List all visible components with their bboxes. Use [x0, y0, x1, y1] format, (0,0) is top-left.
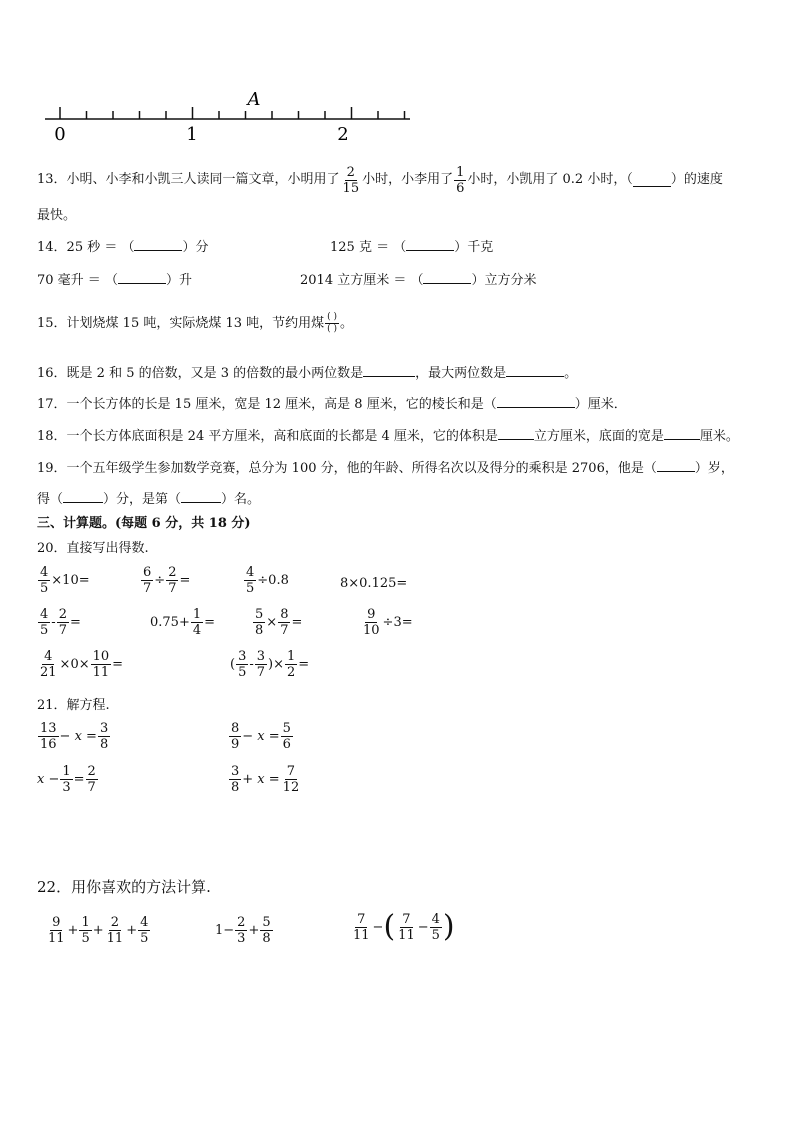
q20-e10-op: - [249, 657, 254, 672]
q22-e2-den2: 8 [262, 931, 271, 946]
q20-e10-den2: 7 [256, 665, 266, 680]
q20-e9-num2: 10 [92, 649, 110, 664]
q22-e1-den3: 11 [106, 931, 124, 946]
q20-e9-num1: 4 [44, 649, 53, 664]
q20-expr-8 [360, 608, 413, 637]
q20-e8-num: 9 [367, 607, 376, 622]
q21-eq-3 [37, 765, 99, 794]
q22-e2-op: + [248, 923, 260, 938]
q20-e10-mid: )× [268, 657, 285, 672]
q20-e2-num1: 6 [143, 565, 152, 580]
q20-e9-op: ×0× [59, 657, 90, 672]
q20-e5-den2: 7 [58, 623, 67, 638]
q18-blank-2[interactable] [664, 427, 700, 440]
q21-e2-num2: 5 [282, 721, 291, 736]
q14-r1a-end: ）分 [182, 240, 209, 255]
q21-e3-pre: x − [37, 772, 60, 787]
q14-r2a-text: 70 毫升 ＝ （ [37, 273, 118, 288]
q19-text-b: ）岁， [694, 461, 734, 476]
q20-e7-end: = [291, 615, 303, 630]
q22-e1-op1: + [67, 923, 79, 938]
q20-e1-num: 4 [40, 565, 49, 580]
q15-num: ( ) [327, 312, 338, 322]
q22-e3-den3: 5 [431, 927, 440, 943]
q19-blank-score[interactable] [63, 490, 103, 503]
q22-e2-num1: 2 [237, 915, 246, 930]
q20-e7-num1: 5 [255, 607, 264, 622]
q22-e1-num1: 9 [52, 915, 61, 930]
q14-r1b-end: ）千克 [454, 240, 494, 255]
q21-e3-mid: = [73, 772, 85, 787]
q13-f1-num: 2 [346, 164, 355, 180]
q18-text-a: 18．一个长方体底面积是 24 平方厘米，高和底面的长都是 4 厘米，它的体积是 [37, 429, 498, 444]
q22-e2-num2: 5 [262, 915, 271, 930]
q20-e6-pre: 0.75+ [150, 615, 190, 630]
q20-expr-2 [140, 566, 190, 595]
q20-expr-6 [150, 608, 215, 637]
q20-e2-op: ÷ [154, 573, 166, 588]
q21-title: 21．解方程. [37, 698, 110, 713]
q20-e8-den: 10 [363, 623, 380, 638]
question-13 [37, 162, 723, 198]
q20-e1-op: ×10= [51, 573, 90, 588]
q22-e1-op2: + [92, 923, 104, 938]
q20-e2-den1: 7 [143, 581, 152, 596]
q22-e1-num4: 4 [140, 915, 149, 930]
q21-e1-mid: − x = [59, 729, 97, 744]
number-line-label-1: 1 [186, 124, 198, 145]
q22-expr-1 [45, 916, 151, 945]
q20-e7-op: × [266, 615, 278, 630]
q20-e7-den1: 8 [255, 623, 264, 638]
q13-f2-num: 1 [456, 164, 465, 180]
q19-text-d: ）分，是第（ [103, 492, 182, 507]
q17-text-a: 17．一个长方体的长是 15 厘米，宽是 12 厘米，高是 8 厘米，它的棱长和是（ [37, 397, 497, 412]
q15-fraction[interactable] [325, 313, 339, 334]
q20-e10-den1: 5 [238, 665, 247, 680]
q13-text-d: ）的速度 [670, 172, 723, 187]
section-3-title: 三、计算题。(每题 6 分，共 18 分) [37, 516, 251, 531]
q22-e1-den1: 11 [48, 931, 65, 946]
q20-e10-num1: 3 [238, 649, 247, 664]
q19-text-c: 得（ [37, 492, 64, 507]
q20-e2-end: = [179, 573, 191, 588]
q16-text-b: ，最大两位数是 [415, 366, 507, 381]
q22-e3-den2: 11 [398, 927, 415, 943]
q13-f1-den: 15 [342, 180, 360, 196]
question-19-line2 [37, 490, 260, 509]
q22-e3-rparen: ) [442, 909, 455, 944]
q22-e3-op2: − [417, 919, 429, 935]
q20-e5-num2: 2 [58, 607, 67, 622]
number-line [40, 85, 420, 145]
q21-e2-den1: 9 [231, 737, 240, 752]
q16-text-c: 。 [564, 366, 578, 381]
q14-row2-a [37, 271, 192, 290]
q22-e2-pre: 1− [215, 923, 235, 938]
q22-expr-3 [350, 909, 455, 944]
q13-text-e: 最快。 [37, 208, 77, 223]
q22-e3-lparen: ( [383, 909, 396, 944]
q20-e8-op: ÷3= [382, 615, 413, 630]
q14-r2a-end: ）升 [165, 273, 192, 288]
q20-e10-end: = [298, 657, 310, 672]
q22-e2-den1: 3 [237, 931, 246, 946]
q21-e4-den1: 8 [231, 780, 240, 795]
question-15 [37, 313, 353, 334]
q14-r1a-blank[interactable] [134, 238, 182, 251]
q18-blank-1[interactable] [498, 427, 534, 440]
q20-expr-10 [230, 650, 309, 679]
q20-e6-end: = [204, 615, 216, 630]
q21-e2-num1: 8 [231, 721, 240, 736]
q20-e9-den1: 21 [40, 665, 57, 680]
q20-e10-den3: 2 [287, 665, 296, 680]
q20-e6-num: 1 [192, 607, 202, 622]
q20-e3-num: 4 [246, 565, 255, 580]
number-line-point-a: A [247, 89, 261, 110]
q20-expr-1 [37, 566, 90, 595]
q18-text-c: 厘米。 [699, 429, 739, 444]
q22-e3-num1: 7 [357, 911, 366, 927]
q22-e1-den4: 5 [140, 931, 149, 946]
q20-e5-end: = [69, 615, 81, 630]
q19-blank-rank[interactable] [181, 490, 221, 503]
q20-e10-num3: 1 [287, 649, 296, 664]
q22-e1-den2: 5 [81, 931, 90, 946]
q20-e2-den2: 7 [168, 581, 177, 596]
q15-text: 15．计划烧煤 15 吨，实际烧煤 13 吨，节约用煤 [37, 315, 325, 331]
q21-e4-num2: 7 [286, 764, 296, 779]
q14-r2a-blank[interactable] [118, 271, 166, 284]
q20-e5-op: - [51, 615, 56, 630]
number-line-label-2: 2 [337, 124, 349, 145]
q21-e3-num2: 2 [87, 764, 96, 779]
q14-r1b-blank[interactable] [406, 238, 454, 251]
q21-e4-num1: 3 [231, 764, 240, 779]
q22-e3-op: − [372, 919, 384, 935]
q20-e3-op: ÷0.8 [257, 573, 289, 588]
q21-e1-den1: 16 [40, 737, 57, 752]
q17-text-b: ）厘米． [574, 397, 627, 412]
q14-r1a-text: 14．25 秒 ＝ （ [37, 240, 135, 255]
q13-answer-blank[interactable] [633, 174, 671, 187]
q21-eq-1 [37, 722, 111, 751]
q13-text-a: 13．小明、小李和小凯三人读同一篇文章，小明用了 [37, 172, 340, 187]
q20-e5-den1: 5 [40, 623, 49, 638]
q21-eq-4 [228, 765, 302, 794]
q14-r1b-text: 125 克 ＝ （ [330, 240, 407, 255]
q15-end: 。 [340, 315, 354, 331]
q21-e1-num1: 13 [40, 721, 57, 736]
q13-fraction-2 [454, 166, 466, 195]
q22-e1-op3: + [126, 923, 138, 938]
q20-e3-den: 5 [246, 581, 255, 596]
q21-e4-den2: 12 [282, 780, 300, 795]
q21-e3-den1: 3 [62, 780, 71, 795]
q19-text-a: 19．一个五年级学生参加数学竞赛，总分为 100 分，他的年龄、所得名次以及得分的乘积是 2706，他是（ [37, 461, 657, 476]
q15-den: ( ) [327, 324, 338, 334]
q19-blank-age[interactable] [657, 459, 695, 472]
q20-e10-num2: 3 [256, 649, 266, 664]
q14-r2b-text: 2014 立方厘米 ＝ （ [300, 273, 424, 288]
q20-e7-den2: 7 [280, 623, 289, 638]
q14-r2b-blank[interactable] [423, 271, 471, 284]
q18-text-b: 立方厘米，底面的宽是 [533, 429, 664, 444]
q19-text-e: ）名。 [221, 492, 261, 507]
q20-e6-den: 4 [192, 623, 202, 638]
q20-e5-num1: 4 [40, 607, 49, 622]
question-18 [37, 427, 739, 446]
q13-f2-den: 6 [456, 180, 465, 196]
q21-eq-2 [228, 722, 294, 751]
q22-e3-num2: 7 [402, 911, 411, 927]
q22-e1-num3: 2 [110, 915, 120, 930]
q20-title: 20．直接写出得数. [37, 541, 149, 556]
q20-e2-num2: 2 [168, 565, 177, 580]
q13-text-b: 小时，小李用了 [362, 172, 454, 187]
q16-blank-1[interactable] [363, 364, 415, 377]
q13-text-c: 小时，小凯用了 0.2 小时，（ [467, 172, 633, 187]
q14-row2-b [300, 271, 537, 290]
number-line-label-0: 0 [54, 124, 66, 145]
q20-expr-3 [243, 566, 289, 595]
q20-e9-den2: 11 [92, 665, 110, 680]
q21-e2-mid: − x = [242, 729, 280, 744]
question-17 [37, 395, 627, 414]
question-19-line1 [37, 459, 734, 478]
q20-expr-4: 8×0.125= [340, 576, 408, 591]
q20-expr-5 [37, 608, 81, 637]
q20-e1-den: 5 [40, 581, 49, 596]
q22-e1-num2: 1 [81, 915, 90, 930]
q20-expr-9 [37, 650, 123, 679]
q22-e3-den1: 11 [353, 927, 370, 943]
q20-e10-pre: ( [230, 657, 236, 672]
q22-e3-num3: 4 [431, 911, 440, 927]
q21-e3-den2: 7 [87, 780, 96, 795]
q16-text-a: 16．既是 2 和 5 的倍数，又是 3 的倍数的最小两位数是 [37, 366, 364, 381]
q20-e7-num2: 8 [280, 607, 289, 622]
q14-row1-a [37, 238, 209, 257]
q13-fraction-1 [341, 166, 362, 195]
q21-e4-mid: + x = [242, 772, 280, 787]
q20-e9-end: = [112, 657, 124, 672]
q22-expr-2 [215, 916, 274, 945]
q14-row1-b [330, 238, 493, 257]
q21-e1-den2: 8 [99, 737, 109, 752]
q14-r2b-end: ）立方分米 [471, 273, 537, 288]
q16-blank-2[interactable] [506, 364, 564, 377]
q21-e2-den2: 6 [282, 737, 291, 752]
q20-expr-7 [252, 608, 302, 637]
q21-e1-num2: 3 [99, 721, 109, 736]
q17-blank[interactable] [497, 395, 575, 408]
q22-title: 22．用你喜欢的方法计算. [37, 878, 211, 896]
question-16 [37, 364, 577, 383]
q21-e3-num1: 1 [62, 764, 71, 779]
